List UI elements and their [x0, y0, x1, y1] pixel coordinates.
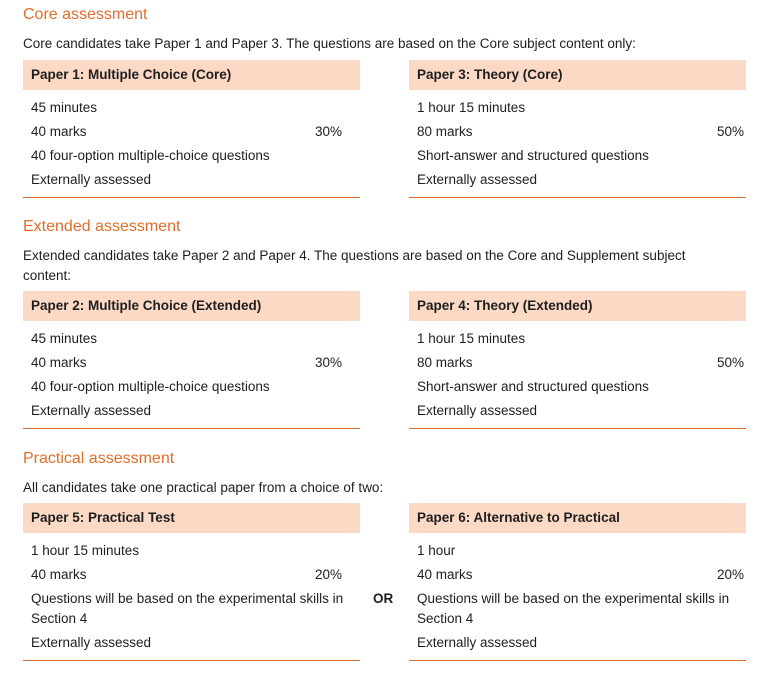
- paper-duration: 45 minutes: [31, 331, 98, 346]
- paper-duration: 1 hour 15 minutes: [417, 331, 526, 346]
- paper-marks-row: [31, 563, 352, 587]
- paper-assessment: Externally assessed: [31, 635, 152, 650]
- or-separator: OR: [373, 591, 394, 606]
- paper-card-4: [409, 291, 746, 429]
- paper-weight: 50%: [716, 124, 744, 139]
- paper-details: [409, 533, 746, 661]
- paper-card-5: [23, 503, 360, 661]
- paper-assessment: Externally assessed: [417, 635, 538, 650]
- paper-duration: 1 hour 15 minutes: [31, 543, 140, 558]
- paper-duration: 1 hour: [417, 543, 456, 558]
- paper-weight: 30%: [314, 124, 342, 139]
- paper-marks-row: [417, 351, 744, 375]
- paper-marks: 80 marks: [417, 355, 473, 370]
- paper-format: Questions will be based on the experimental skills in Section 4: [417, 591, 730, 626]
- paper-card-6: [409, 503, 746, 661]
- paper-marks: 40 marks: [31, 567, 87, 582]
- paper-format: 40 four-option multiple-choice questions: [31, 379, 270, 394]
- paper-marks: 40 marks: [31, 355, 87, 370]
- paper-marks-row: [31, 351, 352, 375]
- paper-assessment: Externally assessed: [31, 403, 152, 418]
- paper-duration: 45 minutes: [31, 100, 98, 115]
- paper-card-3: [409, 60, 746, 198]
- paper-details: [409, 321, 746, 429]
- paper-marks: 80 marks: [417, 124, 473, 139]
- paper-title: Paper 6: Alternative to Practical: [409, 503, 746, 533]
- paper-card-2: [23, 291, 360, 429]
- paper-title: Paper 1: Multiple Choice (Core): [23, 60, 360, 90]
- paper-card-1: [23, 60, 360, 198]
- paper-marks-row: [417, 563, 744, 587]
- paper-weight: 30%: [314, 355, 342, 370]
- paper-format: 40 four-option multiple-choice questions: [31, 148, 270, 163]
- paper-details: [23, 533, 360, 661]
- paper-weight: 20%: [716, 567, 744, 582]
- paper-assessment: Externally assessed: [417, 172, 538, 187]
- paper-marks: 40 marks: [417, 567, 473, 582]
- paper-weight: 50%: [716, 355, 744, 370]
- section-intro-practical: All candidates take one practical paper from a choice of two:: [23, 480, 384, 495]
- paper-details: [23, 321, 360, 429]
- paper-duration: 1 hour 15 minutes: [417, 100, 526, 115]
- paper-weight: 20%: [314, 567, 342, 582]
- paper-format: Questions will be based on the experimental skills in Section 4: [31, 591, 344, 626]
- paper-format: Short-answer and structured questions: [417, 148, 649, 163]
- paper-assessment: Externally assessed: [31, 172, 152, 187]
- paper-marks: 40 marks: [31, 124, 87, 139]
- paper-title: Paper 3: Theory (Core): [409, 60, 746, 90]
- section-heading-extended: Extended assessment: [23, 218, 181, 235]
- section-heading-core: Core assessment: [23, 6, 148, 23]
- paper-format: Short-answer and structured questions: [417, 379, 649, 394]
- paper-assessment: Externally assessed: [417, 403, 538, 418]
- paper-title: Paper 2: Multiple Choice (Extended): [23, 291, 360, 321]
- paper-details: [409, 90, 746, 198]
- paper-details: [23, 90, 360, 198]
- paper-marks-row: [417, 120, 744, 144]
- paper-marks-row: [31, 120, 352, 144]
- section-intro-extended: Extended candidates take Paper 2 and Paper 4. The questions are based on the Core and Supplement subject content:: [23, 248, 686, 283]
- paper-title: Paper 5: Practical Test: [23, 503, 360, 533]
- paper-title: Paper 4: Theory (Extended): [409, 291, 746, 321]
- section-heading-practical: Practical assessment: [23, 450, 175, 467]
- section-intro-core: Core candidates take Paper 1 and Paper 3. The questions are based on the Core subject content only:: [23, 36, 636, 51]
